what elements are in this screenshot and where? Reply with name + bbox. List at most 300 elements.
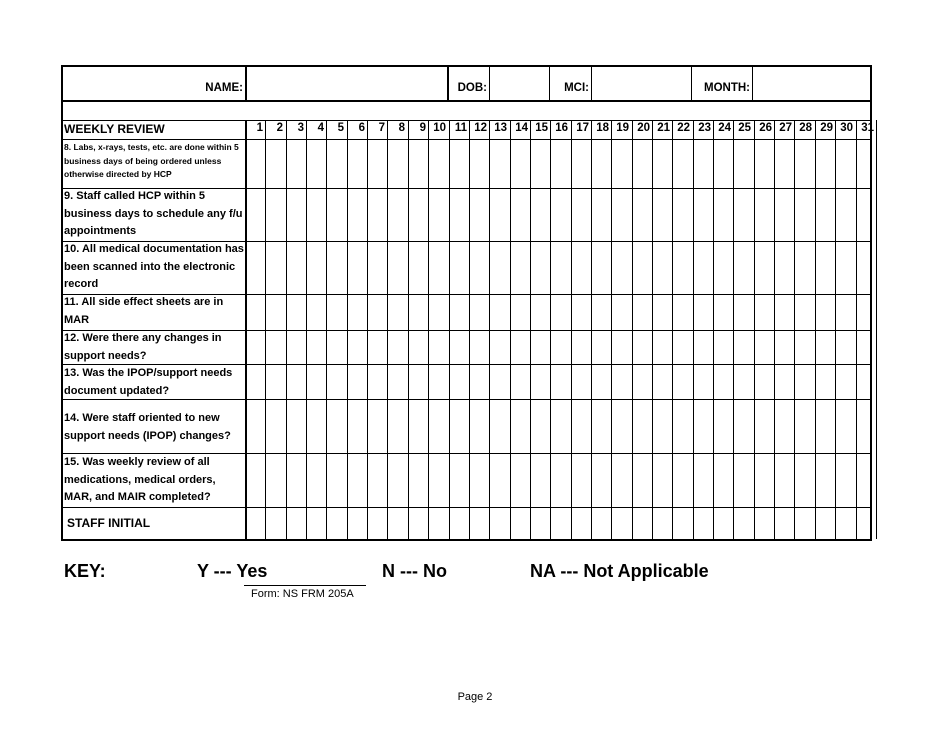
review-cell[interactable] — [287, 140, 306, 188]
review-cell[interactable] — [572, 331, 591, 364]
review-cell[interactable] — [470, 331, 489, 364]
review-cell[interactable] — [653, 242, 672, 294]
review-cell[interactable] — [673, 400, 692, 453]
staff-initial-cell[interactable] — [368, 508, 387, 539]
review-cell[interactable] — [816, 365, 835, 399]
review-cell[interactable] — [368, 242, 387, 294]
review-cell[interactable] — [287, 242, 306, 294]
review-cell[interactable] — [490, 242, 509, 294]
review-cell[interactable] — [694, 400, 713, 453]
review-cell[interactable] — [348, 189, 367, 241]
review-cell[interactable] — [592, 140, 611, 188]
review-cell[interactable] — [653, 189, 672, 241]
review-cell[interactable] — [755, 454, 774, 507]
review-cell[interactable] — [531, 295, 550, 330]
review-cell[interactable] — [266, 454, 285, 507]
name-label: NAME: — [205, 82, 243, 94]
review-cell[interactable] — [836, 189, 855, 241]
day-number: 3 — [297, 122, 304, 134]
review-cell[interactable] — [531, 140, 550, 188]
review-cell[interactable] — [409, 454, 428, 507]
review-cell[interactable] — [327, 189, 346, 241]
review-cell[interactable] — [734, 140, 753, 188]
question-8: 8. Labs, x-rays, tests, etc. are done within 5 business days of being ordered unless otherwise directed by HCP — [64, 142, 239, 179]
review-cell[interactable] — [612, 454, 631, 507]
review-cell[interactable] — [470, 365, 489, 399]
review-cell[interactable] — [836, 295, 855, 330]
staff-initial-cell[interactable] — [327, 508, 346, 539]
review-cell[interactable] — [531, 454, 550, 507]
review-cell[interactable] — [633, 242, 652, 294]
review-cell[interactable] — [450, 242, 469, 294]
review-cell[interactable] — [266, 331, 285, 364]
review-cell[interactable] — [490, 365, 509, 399]
staff-initial-cell[interactable] — [633, 508, 652, 539]
review-cell[interactable] — [348, 331, 367, 364]
staff-initial-cell[interactable] — [592, 508, 611, 539]
review-cell[interactable] — [714, 331, 733, 364]
review-cell[interactable] — [653, 454, 672, 507]
review-cell[interactable] — [429, 454, 448, 507]
day-number: 22 — [677, 122, 690, 134]
mci-field[interactable] — [591, 67, 691, 100]
review-cell[interactable] — [409, 365, 428, 399]
review-cell[interactable] — [429, 189, 448, 241]
review-cell[interactable] — [775, 189, 794, 241]
review-cell[interactable] — [246, 189, 265, 241]
review-cell[interactable] — [612, 140, 631, 188]
review-cell[interactable] — [531, 365, 550, 399]
review-cell[interactable] — [694, 365, 713, 399]
review-cell[interactable] — [327, 140, 346, 188]
review-cell[interactable] — [470, 295, 489, 330]
review-cell[interactable] — [714, 189, 733, 241]
review-cell[interactable] — [857, 295, 876, 330]
review-cell[interactable] — [572, 400, 591, 453]
review-cell[interactable] — [511, 242, 530, 294]
review-cell[interactable] — [490, 189, 509, 241]
staff-initial-cell[interactable] — [388, 508, 407, 539]
review-cell[interactable] — [775, 242, 794, 294]
review-cell[interactable] — [307, 140, 326, 188]
review-cell[interactable] — [266, 295, 285, 330]
review-cell[interactable] — [857, 242, 876, 294]
review-cell[interactable] — [633, 454, 652, 507]
review-cell[interactable] — [836, 331, 855, 364]
review-cell[interactable] — [775, 331, 794, 364]
staff-initial-cell[interactable] — [612, 508, 631, 539]
review-cell[interactable] — [714, 242, 733, 294]
review-cell[interactable] — [633, 189, 652, 241]
review-cell[interactable] — [490, 295, 509, 330]
review-cell[interactable] — [795, 331, 814, 364]
review-cell[interactable] — [795, 365, 814, 399]
review-cell[interactable] — [694, 189, 713, 241]
review-cell[interactable] — [633, 400, 652, 453]
review-cell[interactable] — [775, 454, 794, 507]
review-cell[interactable] — [368, 454, 387, 507]
question-14: 14. Were staff oriented to new support needs (IPOP) changes? — [64, 412, 231, 442]
review-cell[interactable] — [409, 140, 428, 188]
staff-initial-cell[interactable] — [490, 508, 509, 539]
review-cell[interactable] — [857, 454, 876, 507]
review-cell[interactable] — [470, 400, 489, 453]
review-cell[interactable] — [755, 365, 774, 399]
review-cell[interactable] — [287, 454, 306, 507]
staff-initial-cell[interactable] — [511, 508, 530, 539]
staff-initial-cell[interactable] — [470, 508, 489, 539]
day-number: 18 — [596, 122, 609, 134]
review-cell[interactable] — [388, 454, 407, 507]
staff-initial-cell[interactable] — [531, 508, 550, 539]
review-cell[interactable] — [511, 400, 530, 453]
staff-initial-cell[interactable] — [572, 508, 591, 539]
review-cell[interactable] — [287, 295, 306, 330]
day-number: 14 — [515, 122, 528, 134]
review-cell[interactable] — [307, 331, 326, 364]
review-cell[interactable] — [775, 400, 794, 453]
review-cell[interactable] — [633, 140, 652, 188]
review-cell[interactable] — [572, 454, 591, 507]
review-cell[interactable] — [388, 365, 407, 399]
review-cell[interactable] — [409, 242, 428, 294]
staff-initial-cell[interactable] — [409, 508, 428, 539]
review-cell[interactable] — [734, 365, 753, 399]
review-cell[interactable] — [694, 331, 713, 364]
review-cell[interactable] — [511, 365, 530, 399]
review-cell[interactable] — [857, 189, 876, 241]
review-cell[interactable] — [409, 331, 428, 364]
review-cell[interactable] — [246, 454, 265, 507]
review-cell[interactable] — [816, 454, 835, 507]
review-cell[interactable] — [592, 189, 611, 241]
review-cell[interactable] — [287, 365, 306, 399]
review-cell[interactable] — [755, 242, 774, 294]
review-cell[interactable] — [388, 400, 407, 453]
review-cell[interactable] — [714, 400, 733, 453]
review-cell[interactable] — [246, 295, 265, 330]
review-cell[interactable] — [511, 331, 530, 364]
review-cell[interactable] — [694, 140, 713, 188]
review-cell[interactable] — [551, 400, 570, 453]
review-cell[interactable] — [694, 295, 713, 330]
review-cell[interactable] — [795, 242, 814, 294]
review-cell[interactable] — [307, 242, 326, 294]
review-cell[interactable] — [388, 295, 407, 330]
review-cell[interactable] — [775, 295, 794, 330]
review-cell[interactable] — [490, 454, 509, 507]
staff-initial-cell[interactable] — [857, 508, 876, 539]
review-cell[interactable] — [368, 189, 387, 241]
review-cell[interactable] — [551, 365, 570, 399]
review-cell[interactable] — [327, 242, 346, 294]
review-cell[interactable] — [734, 400, 753, 453]
review-cell[interactable] — [388, 140, 407, 188]
review-cell[interactable] — [551, 454, 570, 507]
name-field[interactable] — [246, 67, 447, 100]
review-cell[interactable] — [409, 189, 428, 241]
mci-label: MCI: — [564, 82, 589, 94]
review-cell[interactable] — [572, 295, 591, 330]
review-cell[interactable] — [857, 400, 876, 453]
review-cell[interactable] — [572, 365, 591, 399]
review-cell[interactable] — [266, 365, 285, 399]
staff-initial-cell[interactable] — [755, 508, 774, 539]
form-code-rule — [244, 585, 366, 586]
review-cell[interactable] — [694, 242, 713, 294]
review-cell[interactable] — [348, 400, 367, 453]
review-cell[interactable] — [572, 242, 591, 294]
review-cell[interactable] — [816, 189, 835, 241]
review-cell[interactable] — [653, 400, 672, 453]
review-cell[interactable] — [795, 140, 814, 188]
review-cell[interactable] — [673, 454, 692, 507]
review-cell[interactable] — [795, 295, 814, 330]
review-cell[interactable] — [531, 242, 550, 294]
staff-initial-cell[interactable] — [348, 508, 367, 539]
review-cell[interactable] — [653, 365, 672, 399]
review-cell[interactable] — [327, 295, 346, 330]
review-cell[interactable] — [307, 189, 326, 241]
review-cell[interactable] — [388, 331, 407, 364]
review-cell[interactable] — [429, 400, 448, 453]
review-cell[interactable] — [612, 331, 631, 364]
review-cell[interactable] — [673, 189, 692, 241]
key-na: NA --- Not Applicable — [530, 561, 709, 581]
review-cell[interactable] — [734, 242, 753, 294]
question-13: 13. Was the IPOP/support needs document updated? — [64, 367, 233, 397]
staff-initial-cell[interactable] — [653, 508, 672, 539]
review-cell[interactable] — [307, 295, 326, 330]
review-cell[interactable] — [450, 140, 469, 188]
review-cell[interactable] — [592, 331, 611, 364]
review-cell[interactable] — [633, 331, 652, 364]
review-cell[interactable] — [836, 140, 855, 188]
review-cell[interactable] — [755, 140, 774, 188]
review-cell[interactable] — [857, 331, 876, 364]
review-cell[interactable] — [653, 295, 672, 330]
review-cell[interactable] — [348, 295, 367, 330]
review-cell[interactable] — [511, 454, 530, 507]
staff-initial-cell[interactable] — [734, 508, 753, 539]
review-cell[interactable] — [368, 331, 387, 364]
review-cell[interactable] — [816, 242, 835, 294]
review-cell[interactable] — [755, 295, 774, 330]
review-cell[interactable] — [755, 331, 774, 364]
staff-initial-cell[interactable] — [836, 508, 855, 539]
review-cell[interactable] — [429, 331, 448, 364]
review-cell[interactable] — [511, 140, 530, 188]
review-cell[interactable] — [246, 242, 265, 294]
review-cell[interactable] — [287, 331, 306, 364]
review-cell[interactable] — [450, 400, 469, 453]
review-cell[interactable] — [816, 140, 835, 188]
review-cell[interactable] — [388, 242, 407, 294]
review-cell[interactable] — [368, 400, 387, 453]
review-cell[interactable] — [795, 454, 814, 507]
question-11: 11. All side effect sheets are in MAR — [64, 296, 224, 326]
review-cell[interactable] — [429, 365, 448, 399]
staff-initial-cell[interactable] — [307, 508, 326, 539]
review-cell[interactable] — [816, 331, 835, 364]
review-cell[interactable] — [531, 189, 550, 241]
review-cell[interactable] — [857, 365, 876, 399]
review-cell[interactable] — [266, 242, 285, 294]
review-cell[interactable] — [551, 295, 570, 330]
review-cell[interactable] — [592, 242, 611, 294]
review-cell[interactable] — [857, 140, 876, 188]
review-cell[interactable] — [633, 365, 652, 399]
review-cell[interactable] — [450, 295, 469, 330]
review-cell[interactable] — [673, 331, 692, 364]
staff-initial-cell[interactable] — [287, 508, 306, 539]
review-cell[interactable] — [795, 400, 814, 453]
staff-initial-cell[interactable] — [551, 508, 570, 539]
row-divider — [63, 100, 870, 102]
review-cell[interactable] — [368, 365, 387, 399]
review-cell[interactable] — [612, 242, 631, 294]
review-cell[interactable] — [348, 242, 367, 294]
staff-initial-cell[interactable] — [246, 508, 265, 539]
review-cell[interactable] — [327, 454, 346, 507]
review-cell[interactable] — [246, 365, 265, 399]
review-cell[interactable] — [287, 400, 306, 453]
review-cell[interactable] — [429, 140, 448, 188]
staff-initial-cell[interactable] — [266, 508, 285, 539]
review-cell[interactable] — [775, 365, 794, 399]
staff-initial-cell[interactable] — [714, 508, 733, 539]
day-number: 27 — [779, 122, 792, 134]
review-cell[interactable] — [429, 242, 448, 294]
staff-initial-cell[interactable] — [429, 508, 448, 539]
review-cell[interactable] — [775, 140, 794, 188]
review-cell[interactable] — [368, 140, 387, 188]
review-cell[interactable] — [653, 331, 672, 364]
review-cell[interactable] — [551, 189, 570, 241]
review-cell[interactable] — [266, 140, 285, 188]
review-cell[interactable] — [470, 189, 489, 241]
review-cell[interactable] — [734, 189, 753, 241]
review-cell[interactable] — [572, 189, 591, 241]
review-cell[interactable] — [816, 295, 835, 330]
review-cell[interactable] — [592, 295, 611, 330]
review-cell[interactable] — [531, 331, 550, 364]
review-cell[interactable] — [714, 140, 733, 188]
review-cell[interactable] — [266, 400, 285, 453]
review-cell[interactable] — [592, 400, 611, 453]
review-cell[interactable] — [836, 365, 855, 399]
review-cell[interactable] — [734, 331, 753, 364]
review-cell[interactable] — [470, 242, 489, 294]
review-cell[interactable] — [450, 189, 469, 241]
review-cell[interactable] — [612, 189, 631, 241]
review-cell[interactable] — [511, 295, 530, 330]
review-cell[interactable] — [409, 295, 428, 330]
staff-initial-cell[interactable] — [795, 508, 814, 539]
review-cell[interactable] — [531, 400, 550, 453]
review-cell[interactable] — [388, 189, 407, 241]
review-cell[interactable] — [246, 400, 265, 453]
review-cell[interactable] — [450, 365, 469, 399]
review-cell[interactable] — [409, 400, 428, 453]
month-label: MONTH: — [704, 82, 750, 94]
review-cell[interactable] — [368, 295, 387, 330]
review-cell[interactable] — [327, 331, 346, 364]
review-cell[interactable] — [673, 365, 692, 399]
review-cell[interactable] — [612, 400, 631, 453]
review-cell[interactable] — [470, 454, 489, 507]
review-cell[interactable] — [490, 400, 509, 453]
review-cell[interactable] — [612, 295, 631, 330]
review-cell[interactable] — [653, 140, 672, 188]
review-cell[interactable] — [673, 295, 692, 330]
dob-field[interactable] — [489, 67, 549, 100]
review-cell[interactable] — [755, 189, 774, 241]
review-cell[interactable] — [836, 242, 855, 294]
staff-initial-cell[interactable] — [450, 508, 469, 539]
review-cell[interactable] — [633, 295, 652, 330]
review-cell[interactable] — [734, 454, 753, 507]
review-cell[interactable] — [612, 365, 631, 399]
staff-initial-cell[interactable] — [673, 508, 692, 539]
review-cell[interactable] — [327, 365, 346, 399]
day-number: 12 — [474, 122, 487, 134]
review-cell[interactable] — [450, 454, 469, 507]
review-cell[interactable] — [429, 295, 448, 330]
review-cell[interactable] — [572, 140, 591, 188]
review-cell[interactable] — [490, 331, 509, 364]
review-cell[interactable] — [307, 400, 326, 453]
review-cell[interactable] — [348, 365, 367, 399]
review-cell[interactable] — [450, 331, 469, 364]
review-cell[interactable] — [673, 242, 692, 294]
review-cell[interactable] — [714, 365, 733, 399]
review-cell[interactable] — [816, 400, 835, 453]
header-divider — [752, 67, 753, 100]
review-cell[interactable] — [348, 454, 367, 507]
staff-initial-cell[interactable] — [816, 508, 835, 539]
review-cell[interactable] — [287, 189, 306, 241]
review-cell[interactable] — [246, 331, 265, 364]
review-cell[interactable] — [734, 295, 753, 330]
review-cell[interactable] — [714, 295, 733, 330]
review-cell[interactable] — [592, 454, 611, 507]
review-cell[interactable] — [694, 454, 713, 507]
review-cell[interactable] — [470, 140, 489, 188]
review-cell[interactable] — [673, 140, 692, 188]
review-cell[interactable] — [246, 140, 265, 188]
review-cell[interactable] — [551, 242, 570, 294]
review-cell[interactable] — [307, 365, 326, 399]
month-field[interactable] — [752, 67, 870, 100]
review-cell[interactable] — [551, 140, 570, 188]
review-cell[interactable] — [714, 454, 733, 507]
staff-initial-cell[interactable] — [775, 508, 794, 539]
review-cell[interactable] — [266, 189, 285, 241]
review-cell[interactable] — [755, 400, 774, 453]
review-cell[interactable] — [511, 189, 530, 241]
review-cell[interactable] — [348, 140, 367, 188]
review-cell[interactable] — [551, 331, 570, 364]
review-cell[interactable] — [490, 140, 509, 188]
review-cell[interactable] — [836, 454, 855, 507]
review-cell[interactable] — [836, 400, 855, 453]
review-cell[interactable] — [592, 365, 611, 399]
review-cell[interactable] — [327, 400, 346, 453]
review-cell[interactable] — [307, 454, 326, 507]
review-cell[interactable] — [795, 189, 814, 241]
staff-initial-cell[interactable] — [694, 508, 713, 539]
